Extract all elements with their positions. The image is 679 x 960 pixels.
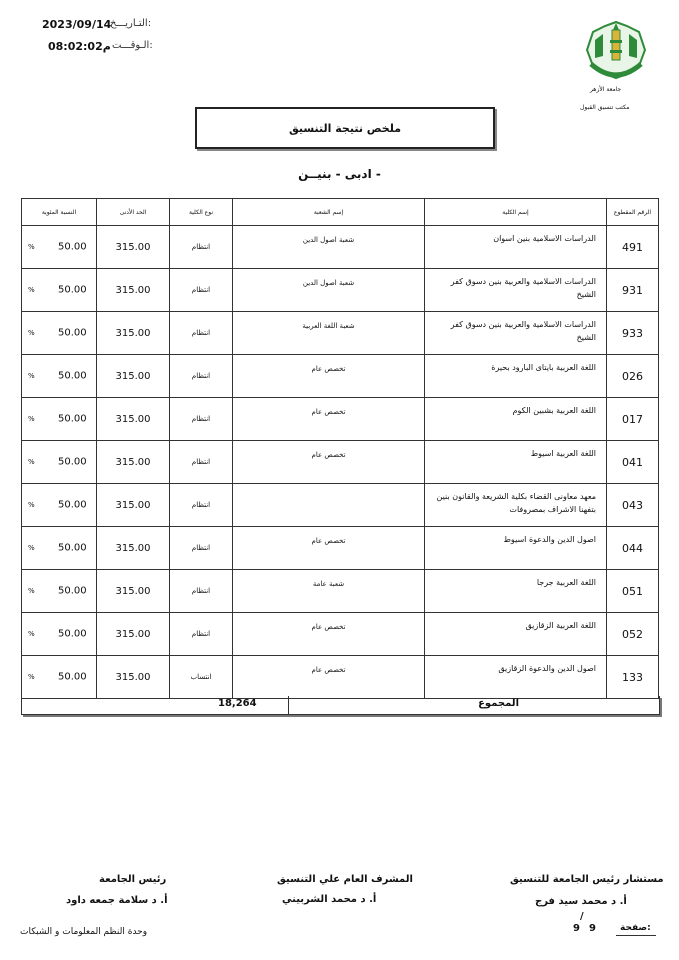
cell-percentage (22, 441, 97, 484)
cell-percentage (22, 613, 97, 656)
percentage-value: 50.00 (58, 585, 87, 597)
sig-left-name: أ. د سلامة جمعه داود (66, 895, 168, 906)
university-name: جامعة الأزهر (590, 86, 622, 93)
percent-sign: % (28, 587, 35, 595)
cell-college: اصول الدين والدعوة اسيوط (425, 527, 607, 570)
table-row (22, 398, 659, 441)
percentage-value: 50.00 (58, 241, 87, 253)
cell-min-score: 315.00 (97, 226, 170, 269)
cell-percentage (22, 527, 97, 570)
col-header-college: إسم الكلية (425, 199, 607, 226)
col-header-code: الرقم المقطوع (607, 199, 659, 226)
percentage-value: 50.00 (58, 628, 87, 640)
percent-sign: % (28, 329, 35, 337)
cell-branch: تخصص عام (233, 441, 425, 484)
sig-right-name: أ. د محمد سيد فرج (535, 896, 627, 907)
percent-sign: % (28, 630, 35, 638)
cell-branch: شعبة عامة (233, 570, 425, 613)
cell-code: 931 (607, 269, 659, 312)
cell-college-type: انتظام (170, 570, 233, 613)
page-sep: / (580, 911, 584, 922)
office-name: مكتب تنسيق القبول (580, 104, 630, 111)
report-title (195, 107, 495, 149)
percentage-value: 50.00 (58, 499, 87, 511)
cell-college: اللغة العربية الزقازيق (425, 613, 607, 656)
cell-percentage (22, 226, 97, 269)
cell-percentage (22, 398, 97, 441)
cell-percentage (22, 570, 97, 613)
cell-college: اللغة العربية بشبين الكوم (425, 398, 607, 441)
date-value: 2023/09/14 (42, 18, 112, 31)
cell-college-type: انتظام (170, 398, 233, 441)
cell-branch: شعبة اصول الدين (233, 269, 425, 312)
table-row (22, 226, 659, 269)
page-label: صفحة: (620, 923, 651, 933)
cell-min-score: 315.00 (97, 570, 170, 613)
cell-code: 043 (607, 484, 659, 527)
percentage-value: 50.00 (58, 413, 87, 425)
cell-branch: تخصص عام (233, 398, 425, 441)
cell-branch: تخصص عام (233, 527, 425, 570)
university-logo (583, 20, 649, 80)
sig-right-title: مستشار رئيس الجامعة للتنسيق (510, 874, 664, 885)
cell-percentage (22, 484, 97, 527)
cell-branch: تخصص عام (233, 613, 425, 656)
time-value: م08:02:02 (48, 40, 111, 53)
page-current: 9 (589, 923, 596, 934)
page-label-underline (616, 935, 656, 936)
cell-code: 491 (607, 226, 659, 269)
total-label: المجموع (478, 698, 519, 709)
percent-sign: % (28, 243, 35, 251)
cell-college-type: انتظام (170, 269, 233, 312)
cell-college: اللغة العربية بايتاى البارود بحيرة (425, 355, 607, 398)
cell-min-score: 315.00 (97, 613, 170, 656)
table-row (22, 613, 659, 656)
cell-code: 933 (607, 312, 659, 355)
cell-code: 017 (607, 398, 659, 441)
time-label: الـوقـــت: (112, 40, 153, 51)
cell-college: الدراسات الاسلامية والعربية بنين دسوق كفر الشيخ (425, 312, 607, 355)
col-header-branch: إسم الشعبة (233, 199, 425, 226)
cell-percentage (22, 355, 97, 398)
cell-code: 052 (607, 613, 659, 656)
table-row (22, 570, 659, 613)
percentage-value: 50.00 (58, 456, 87, 468)
cell-code: 051 (607, 570, 659, 613)
cell-percentage (22, 269, 97, 312)
cell-percentage (22, 656, 97, 699)
sig-left-title: رئيس الجامعة (99, 874, 167, 885)
percentage-value: 50.00 (58, 671, 87, 683)
cell-college: اللغة العربية اسيوط (425, 441, 607, 484)
total-row (21, 696, 660, 715)
cell-college: اللغة العربية جرجا (425, 570, 607, 613)
col-header-college-type: نوع الكلية (170, 199, 233, 226)
cell-college-type: انتظام (170, 527, 233, 570)
cell-min-score: 315.00 (97, 656, 170, 699)
col-header-min-score: الحد الأدنى (97, 199, 170, 226)
cell-code: 133 (607, 656, 659, 699)
cell-branch: شعبة اللغة العربية (233, 312, 425, 355)
cell-min-score: 315.00 (97, 441, 170, 484)
cell-percentage (22, 312, 97, 355)
cell-college-type: انتظام (170, 226, 233, 269)
percentage-value: 50.00 (58, 370, 87, 382)
table-row (22, 484, 659, 527)
cell-branch: شعبة اصول الدين (233, 226, 425, 269)
cell-college: معهد معاونى القضاء بكلية الشريعة والقانون بنين بتفهنا الاشراف بمصروفات (425, 484, 607, 527)
percent-sign: % (28, 673, 35, 681)
cell-college-type: انتظام (170, 312, 233, 355)
results-table (21, 198, 659, 699)
table-row (22, 656, 659, 699)
cell-branch: تخصص عام (233, 656, 425, 699)
al-azhar-emblem-icon (583, 20, 649, 80)
total-value: 18,264 (218, 698, 257, 709)
percent-sign: % (28, 372, 35, 380)
table-row (22, 355, 659, 398)
table-row (22, 441, 659, 484)
cell-college: الدراسات الاسلامية والعربية بنين دسوق كفر الشيخ (425, 269, 607, 312)
percent-sign: % (28, 544, 35, 552)
percent-sign: % (28, 286, 35, 294)
cell-code: 026 (607, 355, 659, 398)
percentage-value: 50.00 (58, 284, 87, 296)
report-title-text: ملخص نتيجة التنسيق (288, 121, 402, 135)
cell-college-type: انتظام (170, 613, 233, 656)
percentage-value: 50.00 (58, 327, 87, 339)
cell-min-score: 315.00 (97, 355, 170, 398)
table-row (22, 269, 659, 312)
cell-college-type: انتظام (170, 484, 233, 527)
total-divider (288, 696, 289, 714)
cell-min-score: 315.00 (97, 484, 170, 527)
table-row (22, 312, 659, 355)
cell-branch: تخصص عام (233, 355, 425, 398)
percent-sign: % (28, 501, 35, 509)
cell-min-score: 315.00 (97, 312, 170, 355)
report-subtitle: - ادبى - بنيــن (298, 167, 381, 181)
cell-college-type: انتظام (170, 355, 233, 398)
cell-min-score: 315.00 (97, 527, 170, 570)
date-label: التـاريـــخ: (110, 18, 152, 29)
cell-college-type: انتظام (170, 441, 233, 484)
cell-code: 044 (607, 527, 659, 570)
cell-min-score: 315.00 (97, 269, 170, 312)
table-row (22, 527, 659, 570)
percent-sign: % (28, 458, 35, 466)
col-header-percentage: النسبة المئوية (22, 199, 97, 226)
sig-middle-name: أ. د محمد الشربيني (282, 894, 377, 905)
percent-sign: % (28, 415, 35, 423)
cell-branch (233, 484, 425, 527)
table-header-row (22, 199, 659, 226)
cell-min-score: 315.00 (97, 398, 170, 441)
percentage-value: 50.00 (58, 542, 87, 554)
sig-middle-title: المشرف العام علي التنسيق (277, 874, 413, 885)
footer-unit: وحدة النظم المعلومات و الشبكات (20, 927, 148, 937)
cell-college: الدراسات الاسلامية بنين اسوان (425, 226, 607, 269)
cell-code: 041 (607, 441, 659, 484)
cell-college-type: انتساب (170, 656, 233, 699)
cell-college: اصول الدين والدعوة الزقازيق (425, 656, 607, 699)
page-total: 9 (573, 923, 580, 934)
